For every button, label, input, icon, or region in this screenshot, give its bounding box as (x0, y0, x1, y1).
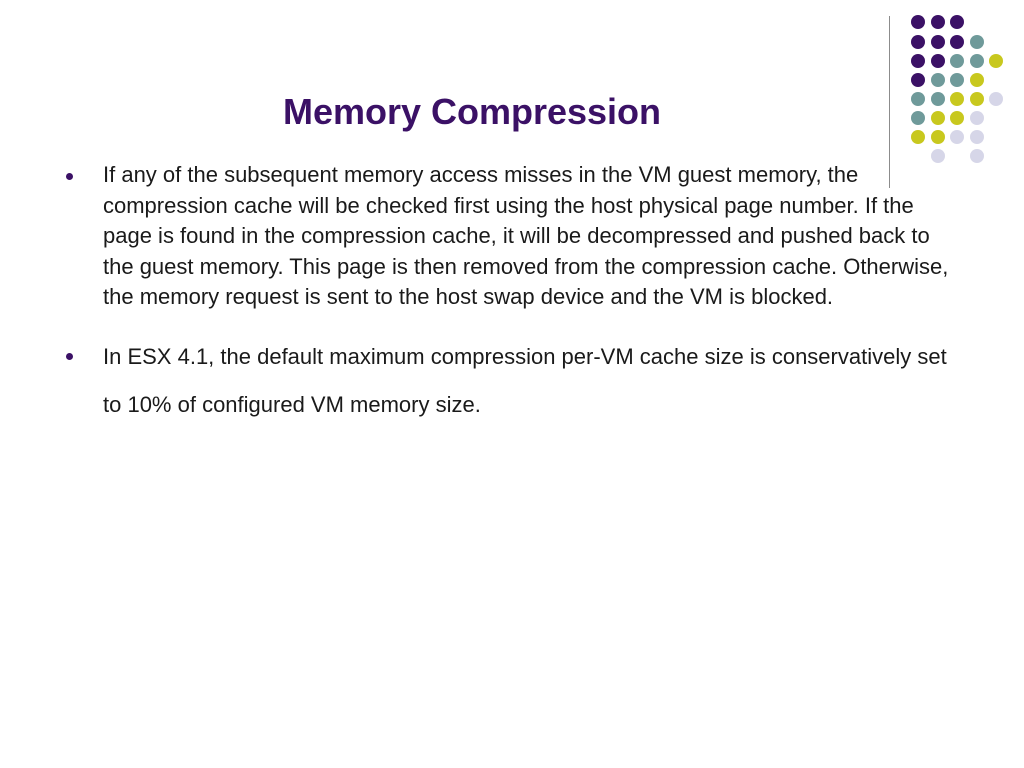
decorative-dot (911, 15, 925, 29)
decorative-dot (950, 130, 964, 144)
decorative-dot (950, 35, 964, 49)
decorative-dot (911, 35, 925, 49)
decorative-dot (970, 35, 984, 49)
decorative-dot (950, 92, 964, 106)
bullet-marker (66, 353, 73, 360)
decorative-dot (950, 111, 964, 125)
decorative-dot (931, 54, 945, 68)
decorative-dot (950, 54, 964, 68)
decorative-dot (950, 15, 964, 29)
decorative-dot (911, 54, 925, 68)
bullet-item (60, 160, 960, 313)
decorative-dot (989, 92, 1003, 106)
decorative-dot (931, 73, 945, 87)
bullet-text: If any of the subsequent memory access misses in the VM guest memory, the compression cache will be checked first using the host physical page number. If the page is found in the compression cache, it will be decompressed and pushed back to the guest memory. This page is then removed from the compression cache. Otherwise, the memory request is sent to the host swap device and the VM is blocked. (103, 162, 949, 309)
decorative-dot (931, 35, 945, 49)
decorative-dot (989, 54, 1003, 68)
slide-title: Memory Compression (282, 91, 662, 132)
decorative-dot (970, 130, 984, 144)
decorative-dot (970, 73, 984, 87)
decorative-dot (931, 15, 945, 29)
bullet-list (60, 160, 960, 429)
decorative-dot (911, 73, 925, 87)
decorative-dot (970, 92, 984, 106)
decorative-dot (970, 149, 984, 163)
decorative-dot (970, 111, 984, 125)
decorative-dot (970, 54, 984, 68)
bullet-marker (66, 173, 73, 180)
decorative-dot (950, 73, 964, 87)
bullet-item (60, 333, 960, 429)
bullet-text: In ESX 4.1, the default maximum compression per-VM cache size is conservatively set to 10% of configured VM memory size. (103, 343, 947, 417)
